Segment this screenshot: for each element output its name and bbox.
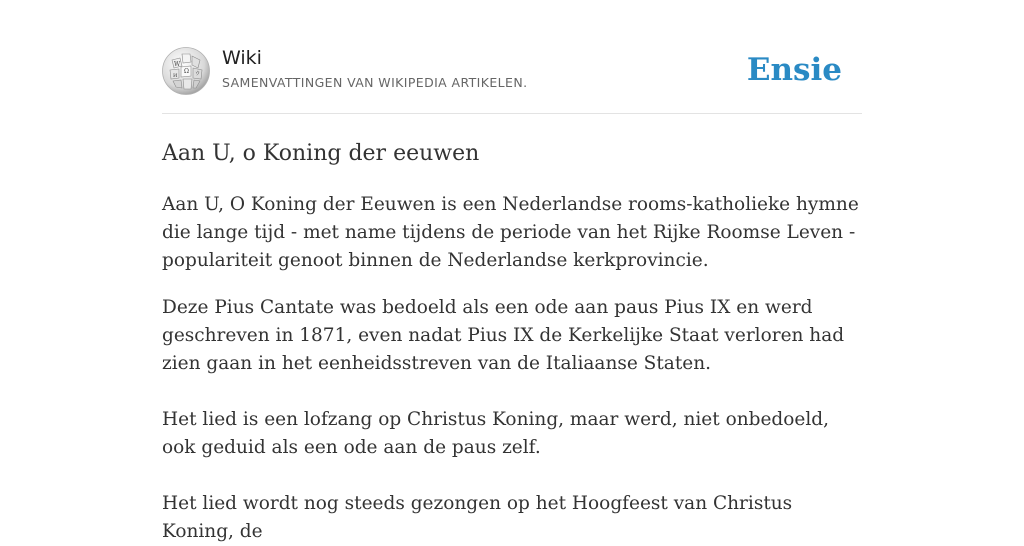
article-paragraph: Aan U, O Koning der Eeuwen is een Nederlandse rooms-katholieke hymne die lange tijd - met name tijdens de periode van het Rijke Roomse Leven - populariteit genoot binnen de Nederlandse kerkprovincie.: [162, 194, 859, 271]
page-container: [162, 0, 862, 546]
article-paragraph: Deze Pius Cantate was bedoeld als een ode aan paus Pius IX en werd geschreven in 1871, even nadat Pius IX de Kerkelijke Staat verloren had zien gaan in het eenheidsstreven van de Italiaanse Staten.: [162, 297, 845, 374]
article-paragraph: Het lied is een lofzang op Christus Koning, maar werd, niet onbedoeld, ook geduid als een ode aan de paus zelf.: [162, 409, 829, 458]
site-name[interactable]: Wiki: [222, 47, 262, 69]
svg-text:Ω: Ω: [184, 68, 189, 75]
article-paragraph: Het lied wordt nog steeds gezongen op het Hoogfeest van Christus Koning, de: [162, 493, 793, 542]
svg-text:И: И: [173, 73, 178, 79]
site-header: [162, 0, 862, 114]
svg-text:ウ: ウ: [195, 71, 201, 77]
wikipedia-globe-icon[interactable]: [162, 46, 210, 96]
brand-logo[interactable]: Ensie: [746, 52, 842, 88]
site-tagline: SAMENVATTINGEN VAN WIKIPEDIA ARTIKELEN.: [222, 75, 528, 90]
page-title: Aan U, o Koning der eeuwen: [162, 141, 480, 166]
article-body: [162, 191, 862, 546]
svg-text:W: W: [174, 61, 181, 68]
